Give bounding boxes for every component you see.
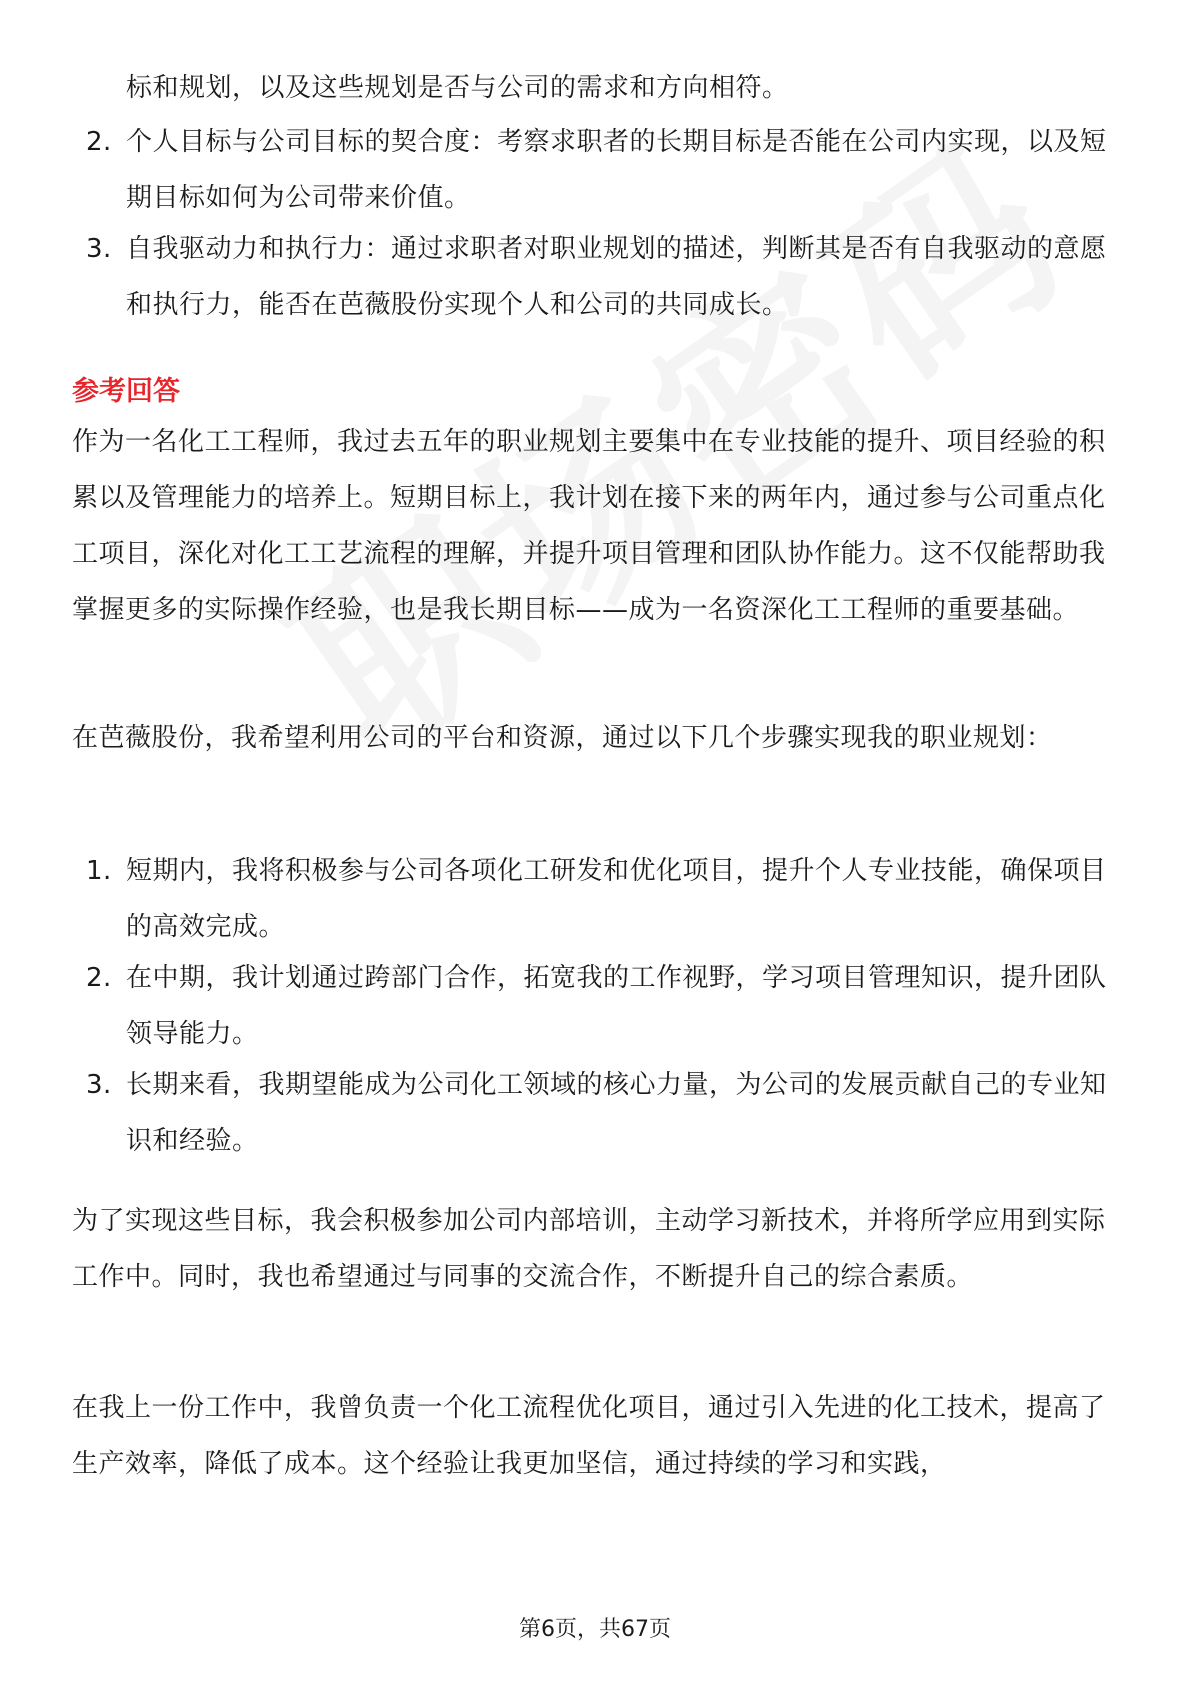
closing-paragraph: 为了实现这些目标，我会积极参加公司内部培训，主动学习新技术，并将所学应用到实际工作中。同时，我也希望通过与同事的交流合作，不断提升自己的综合素质。 [72, 1206, 1106, 1292]
list-item-text: 在中期，我计划通过跨部门合作，拓宽我的工作视野，学习项目管理知识，提升团队领导能力。 [126, 963, 1107, 1049]
closing-paragraph: 在我上一份工作中，我曾负责一个化工流程优化项目，通过引入先进的化工技术，提高了生产效率，降低了成本。这个经验让我更加坚信，通过持续的学习和实践， [72, 1393, 1106, 1479]
list-item-text: 自我驱动力和执行力：通过求职者对职业规划的描述，判断其是否有自我驱动的意愿和执行力，能否在芭薇股份实现个人和公司的共同成长。 [126, 234, 1107, 320]
list-number: 3. [86, 234, 112, 264]
page-number: 第6页，共67页 [519, 1617, 671, 1642]
list-number: 1. [86, 856, 112, 886]
list-item-text: 短期内，我将积极参与公司各项化工研发和优化项目，提升个人专业技能，确保项目的高效完成。 [126, 856, 1107, 942]
answer-paragraph: 在芭薇股份，我希望利用公司的平台和资源，通过以下几个步骤实现我的职业规划： [72, 723, 1053, 753]
list-number: 2. [86, 963, 112, 993]
list-item-text: 个人目标与公司目标的契合度：考察求职者的长期目标是否能在公司内实现，以及短期目标如何为公司带来价值。 [126, 127, 1107, 213]
section-heading: 参考回答 [72, 376, 180, 407]
list-number: 2. [86, 127, 112, 157]
list-item-text: 长期来看，我期望能成为公司化工领域的核心力量，为公司的发展贡献自己的专业知识和经验。 [126, 1070, 1107, 1156]
continuation-text: 标和规划，以及这些规划是否与公司的需求和方向相符。 [126, 73, 789, 103]
answer-paragraph: 作为一名化工工程师，我过去五年的职业规划主要集中在专业技能的提升、项目经验的积累以及管理能力的培养上。短期目标上，我计划在接下来的两年内，通过参与公司重点化工项目，深化对化工工艺流程的理解，并提升项目管理和团队协作能力。这不仅能帮助我掌握更多的实际操作经验，也是我长期目标——成为一名资深化工工程师的重要基础。 [72, 427, 1106, 625]
list-number: 3. [86, 1070, 112, 1100]
